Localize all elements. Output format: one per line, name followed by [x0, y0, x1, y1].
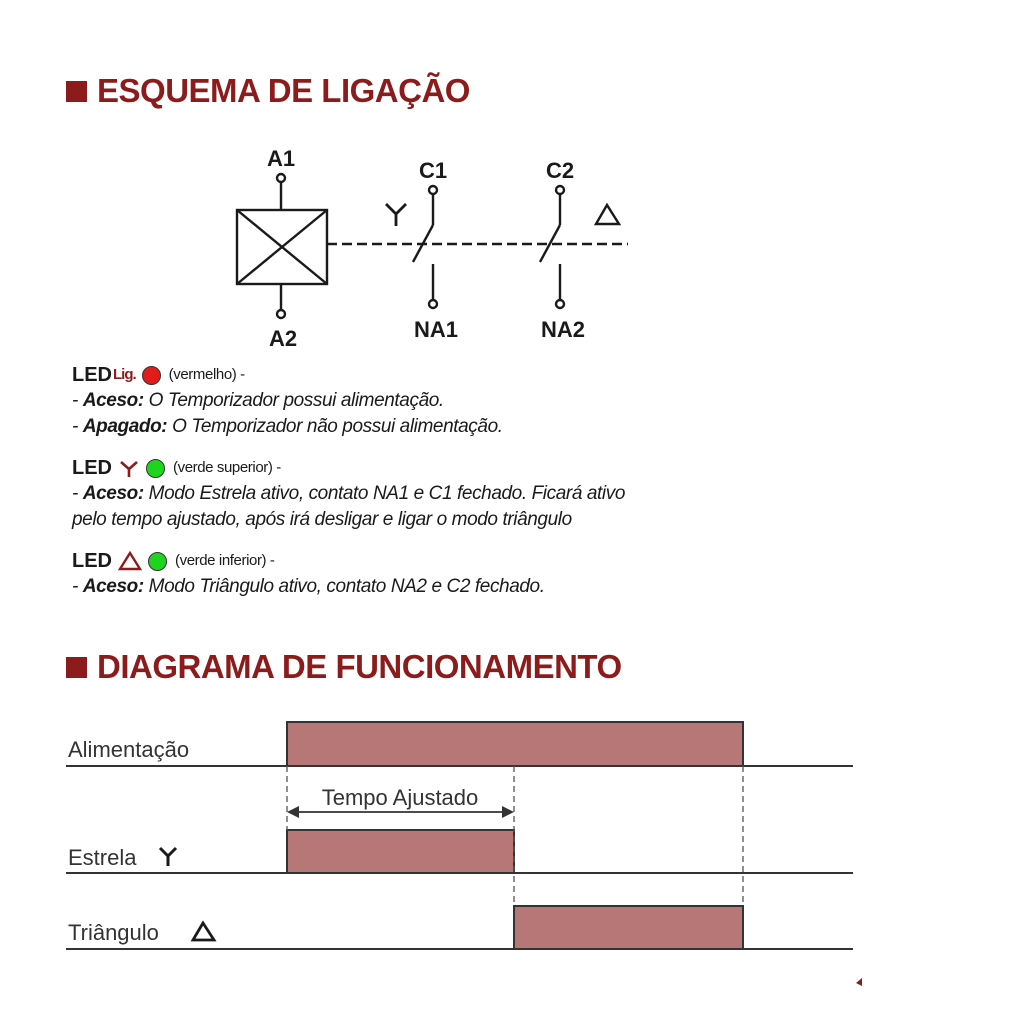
triangle-signal-label: Triângulo	[68, 920, 159, 945]
a2-label: A2	[268, 326, 298, 351]
interval-label: Tempo Ajustado	[321, 785, 479, 810]
star-signal-label: Estrela	[68, 845, 137, 870]
lig-tag: Lig.	[113, 366, 136, 383]
na1-label: NA1	[413, 317, 459, 342]
led-color-name: (verde inferior) -	[175, 552, 275, 569]
led-color-name: (verde superior) -	[173, 459, 281, 476]
arrow-head-left	[287, 806, 299, 818]
power-signal-label: Alimentação	[68, 737, 190, 762]
led-word: LED	[72, 550, 112, 572]
led-word: LED	[72, 457, 112, 479]
c1-label: C1	[418, 158, 448, 183]
na2-label: NA2	[540, 317, 586, 342]
led-description-line: - Aceso: Modo Estrela ativo, contato NA1 e C1 fechado. Ficará ativo	[72, 483, 625, 504]
led-description-line: - Apagado: O Temporizador não possui alimentação.	[72, 416, 503, 437]
triangle-pulse	[514, 906, 743, 949]
triangle-icon	[193, 923, 214, 940]
star-icon	[160, 848, 176, 866]
wiring-section-title-text: ESQUEMA DE LIGAÇÃO	[97, 72, 470, 109]
led-description-line: pelo tempo ajustado, após irá desligar e ligar o modo triângulo	[72, 509, 572, 530]
c2-label: C2	[545, 158, 575, 183]
arrow-head-right	[502, 806, 514, 818]
power-pulse	[287, 722, 743, 766]
led-word: LED	[72, 364, 112, 386]
a1-label: A1	[266, 146, 296, 171]
timing-section-title-text: DIAGRAMA DE FUNCIONAMENTO	[97, 648, 622, 685]
corner-mark	[856, 978, 862, 986]
led-description-line: - Aceso: Modo Triângulo ativo, contato NA2 e C2 fechado.	[72, 576, 545, 597]
star-pulse	[287, 830, 514, 873]
led-description-line: - Aceso: O Temporizador possui alimentação.	[72, 390, 444, 411]
led-color-name: (vermelho) -	[168, 366, 245, 383]
